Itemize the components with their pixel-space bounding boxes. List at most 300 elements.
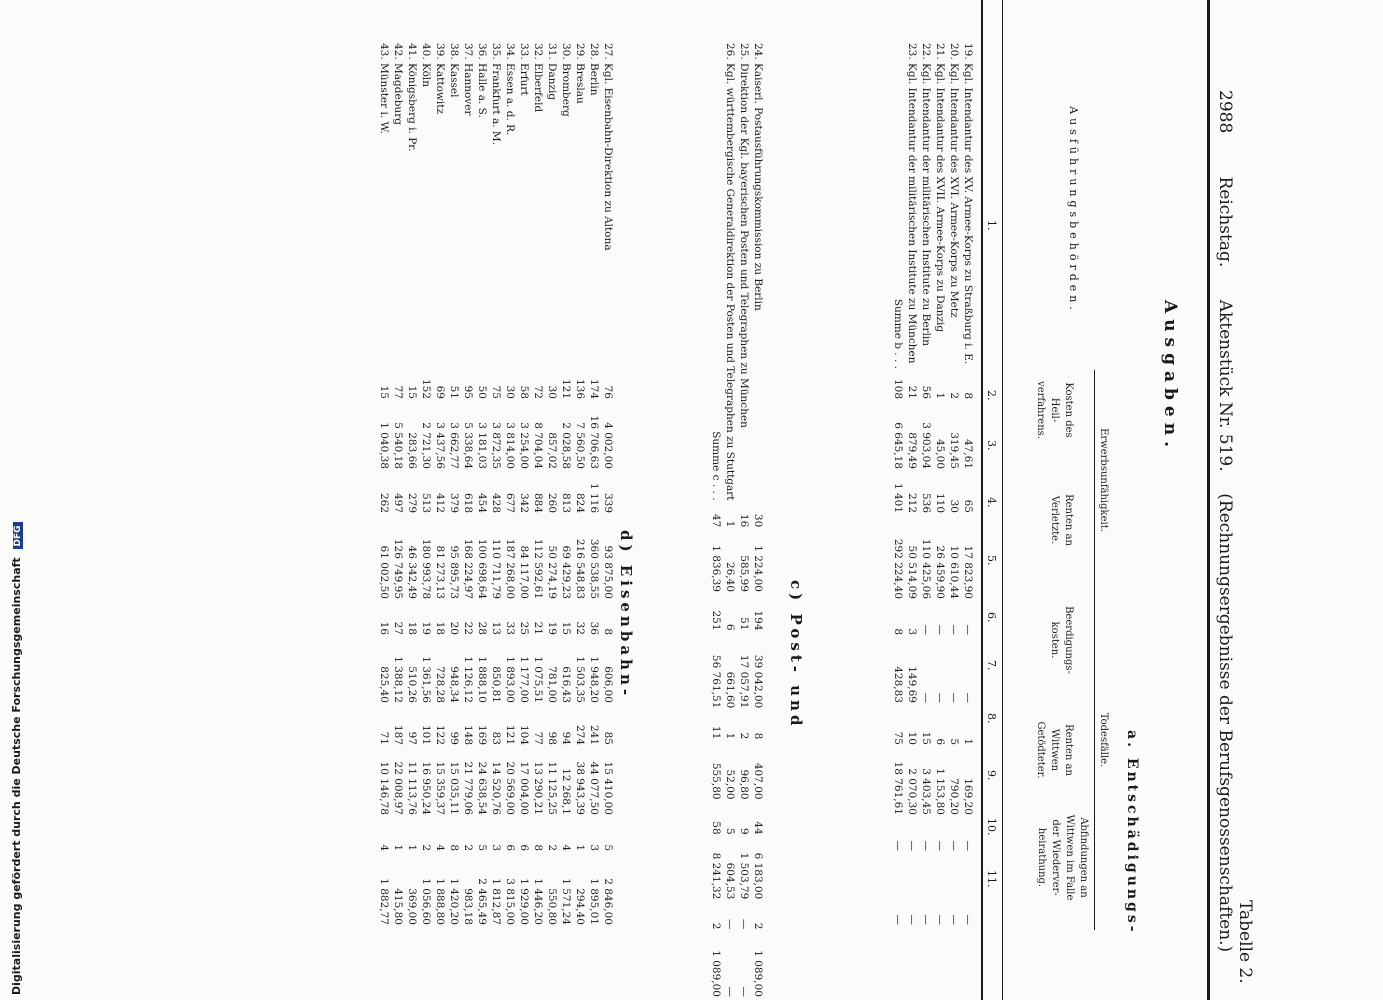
value-cell: 510,26 — [406, 666, 418, 703]
group-d-title: d) Eisenbahn- — [617, 530, 635, 700]
rotated-page — [5, 0, 1265, 1000]
row-number: 25. — [738, 43, 750, 60]
page-number: 2988 — [1215, 90, 1235, 134]
value-cell: 1 177,00 — [518, 656, 530, 703]
value-cell: 50 514,09 — [906, 545, 918, 599]
authority-name: Frankfurt a. M. — [490, 63, 502, 145]
value-cell: 1 888,80 — [434, 878, 446, 925]
value-cell: 136 — [574, 378, 586, 399]
value-cell: 884 — [532, 492, 544, 513]
value-cell: 32 — [574, 621, 586, 635]
value-cell: 44 — [752, 821, 764, 835]
value-cell: 9 — [738, 827, 750, 835]
value-cell: 72 — [532, 385, 544, 399]
value-cell: 10 610,44 — [948, 545, 960, 599]
row-number: 29. — [574, 43, 586, 60]
funding-note — [10, 522, 23, 995]
col-renten-verletzte: Renten an Verletzte. — [1049, 494, 1074, 546]
value-cell: 2 — [738, 732, 750, 740]
value-cell: 879,49 — [906, 432, 918, 469]
authority-cell — [419, 40, 433, 372]
value-cell: 69 429,23 — [560, 545, 572, 599]
table-row — [489, 40, 503, 928]
authority-cell — [531, 40, 545, 372]
value-cell: 1 948,20 — [588, 656, 600, 703]
value-cell: 149,69 — [906, 666, 918, 703]
value-cell: 27 — [392, 621, 404, 635]
value-cell: 18 — [406, 621, 418, 635]
table-row — [559, 40, 573, 928]
value-cell: 85 — [602, 731, 614, 745]
row-number: 28. — [588, 43, 600, 60]
sum-value: 555,80 — [710, 762, 722, 800]
value-cell: 122 — [434, 724, 446, 745]
col-number: 10. — [985, 818, 998, 836]
value-cell: 412 — [434, 492, 446, 513]
value-cell: 212 — [906, 492, 918, 513]
value-cell: 5 — [602, 844, 614, 851]
authority-cell — [559, 40, 573, 372]
authority-name: Münster i. W. — [378, 63, 390, 134]
value-cell: 110 711,79 — [490, 538, 502, 599]
sum-value: 1 089,00 — [710, 950, 722, 997]
sum-value: 56 761,51 — [710, 654, 722, 709]
value-cell: 76 — [602, 385, 614, 399]
authority-cell — [391, 40, 405, 372]
value-cell: 97 — [406, 731, 418, 745]
value-cell: 1 126,12 — [462, 656, 474, 703]
value-cell: 241 — [588, 724, 600, 745]
col-number: 5. — [985, 555, 998, 566]
value-cell: 1 — [724, 520, 736, 528]
value-cell: 50 274,19 — [546, 545, 558, 599]
row-number: 40. — [420, 43, 432, 60]
authority-cell — [933, 40, 947, 372]
authority-cell — [461, 40, 475, 372]
authority-name: Kaiserl. Postausführungskommission zu Berlin — [752, 63, 764, 311]
value-cell: 65 — [962, 499, 974, 513]
table-row — [419, 40, 433, 928]
value-cell: 15 — [406, 385, 418, 399]
value-cell: 6 183,00 — [752, 852, 764, 900]
value-cell: 1 116 — [588, 482, 600, 513]
row-number: 22. — [920, 43, 932, 60]
value-cell: 4 — [378, 844, 390, 851]
value-cell: 47,61 — [962, 438, 974, 469]
sum-label: Summe b . . . — [892, 298, 904, 369]
value-cell: 1 882,77 — [378, 878, 390, 925]
authority-name: Kgl. Eisenbahn-Direktion zu Altona — [602, 63, 614, 251]
value-cell: 19 — [420, 621, 432, 635]
value-cell: 1 503,79 — [738, 852, 750, 900]
header-rule-3 — [981, 0, 983, 1000]
value-cell: 5 — [724, 827, 736, 835]
value-cell: 3 — [588, 844, 600, 851]
authority-name: Kgl. württembergische Generaldirektion der Posten und Telegraphen zu Stuttgart — [724, 63, 736, 501]
authority-name: Kgl. Intendantur der militärischen Institute zu Berlin — [920, 63, 932, 347]
sum-value: — — [892, 914, 904, 925]
value-cell: 319,45 — [948, 432, 960, 469]
value-cell: 194 — [752, 610, 764, 631]
value-cell: 1 446,20 — [532, 878, 544, 925]
authority-name: Erfurt — [518, 63, 530, 96]
value-cell: 121 — [504, 724, 516, 745]
value-cell: — — [934, 624, 946, 635]
value-cell: 46 342,49 — [406, 545, 418, 599]
table-group-c — [709, 40, 765, 1000]
row-number: 26. — [724, 43, 736, 60]
value-cell: 99 — [448, 731, 460, 745]
dfg-logo: DFG — [13, 522, 23, 549]
value-cell: — — [962, 692, 974, 703]
value-cell: 10 — [906, 731, 918, 745]
table-row — [433, 40, 447, 928]
authority-cell — [905, 40, 919, 372]
value-cell: 22 008,97 — [392, 761, 404, 815]
value-cell: 28 — [476, 621, 488, 635]
value-cell: 677 — [504, 492, 516, 513]
col-abfindungen: Abfindungen an Wittwen im Falle der Wiederver-heirathung. — [1036, 814, 1089, 901]
value-cell: 790,20 — [948, 778, 960, 815]
value-cell: 17 004,00 — [518, 761, 530, 815]
value-cell: 5 — [476, 844, 488, 851]
value-cell: 2 — [546, 844, 558, 851]
row-number: 21. — [934, 43, 946, 60]
funding-text: Digitalisierung gefördert durch die Deutsche Forschungsgemeinschaft — [10, 557, 23, 995]
value-cell: 3 181,03 — [476, 422, 488, 469]
authority-cell — [601, 40, 615, 372]
value-cell: 8 — [532, 844, 544, 851]
sum-value: 1 401 — [892, 482, 904, 513]
value-cell: 15 — [378, 385, 390, 399]
authority-name: Elberfeld — [532, 63, 544, 113]
value-cell: 36 — [588, 621, 600, 635]
value-cell: 1 224,00 — [752, 545, 764, 592]
value-cell: 369,00 — [406, 888, 418, 925]
authority-cell — [919, 40, 933, 372]
value-cell: 8 — [752, 732, 764, 740]
value-cell: 15 410,00 — [602, 761, 614, 815]
table-row — [517, 40, 531, 928]
value-cell: 121 — [560, 378, 572, 399]
value-cell: 824 — [574, 492, 586, 513]
value-cell: 6 — [724, 623, 736, 631]
authority-name: Halle a. S. — [476, 63, 488, 118]
row-number: 34. — [504, 43, 516, 60]
value-cell: 6 — [504, 844, 516, 851]
sum-value: 18 761,61 — [892, 761, 904, 815]
table-row — [723, 40, 737, 1000]
table-row — [905, 40, 919, 928]
sum-value: 75 — [892, 731, 904, 745]
table-row — [961, 40, 975, 928]
value-cell: 661,60 — [724, 671, 736, 709]
value-cell: 6 — [934, 738, 946, 745]
sum-value: 58 — [710, 821, 722, 835]
col-number: 4. — [985, 497, 998, 508]
value-cell: 38 943,39 — [574, 761, 586, 815]
sum-value: 428,83 — [892, 666, 904, 703]
col-ausfuehrungsbehoerden: Ausführungsbehörden. — [1067, 106, 1080, 314]
value-cell: 618 — [462, 492, 474, 513]
value-cell: 30 — [546, 385, 558, 399]
value-cell: 96,80 — [738, 769, 750, 800]
col-kosten-heilverfahren: Kosten des Heil-verfahrens. — [1035, 381, 1074, 439]
header-source: Reichstag. — [1215, 176, 1235, 268]
value-cell: — — [948, 914, 960, 925]
value-cell: 1 075,51 — [532, 656, 544, 703]
authority-cell — [573, 40, 587, 372]
value-cell: 2 465,49 — [476, 878, 488, 925]
value-cell: 550,80 — [546, 888, 558, 925]
sum-label: Summe c . . . — [710, 431, 722, 501]
value-cell: 1 895,01 — [588, 878, 600, 925]
value-cell: 10 146,78 — [378, 761, 390, 815]
sum-value: 108 — [892, 378, 904, 399]
row-number: 20. — [948, 43, 960, 60]
value-cell: 50 — [476, 385, 488, 399]
sum-value: — — [892, 840, 904, 851]
sum-row — [891, 40, 905, 928]
value-cell: 16 950,24 — [420, 761, 432, 815]
row-number: 35. — [490, 43, 502, 60]
section-title: Ausgaben. — [1160, 300, 1180, 454]
sum-value: 8 241,32 — [710, 852, 722, 900]
value-cell: — — [920, 914, 932, 925]
value-cell: 3 815,00 — [504, 878, 516, 925]
value-cell: 428 — [490, 492, 502, 513]
value-cell: 94 — [560, 731, 572, 745]
header-document: Aktenstück Nr. 519. — [1215, 299, 1235, 472]
value-cell: 379 — [448, 492, 460, 513]
value-cell: 1 929,00 — [518, 878, 530, 925]
value-cell: 1 571,24 — [560, 878, 572, 925]
value-cell: 148 — [462, 724, 474, 745]
authority-cell — [751, 40, 765, 504]
value-cell: 2 — [462, 844, 474, 851]
value-cell: 2 — [752, 922, 764, 930]
value-cell: — — [934, 840, 946, 851]
value-cell: 13 290,21 — [532, 761, 544, 815]
top-rule — [1207, 0, 1210, 1000]
table-group-b — [891, 40, 975, 928]
col-number: 3. — [985, 440, 998, 451]
value-cell: 100 698,64 — [476, 538, 488, 599]
value-cell: 1 — [962, 738, 974, 745]
value-cell: 12 268,1 — [560, 768, 572, 815]
value-cell: — — [962, 914, 974, 925]
value-cell: 2 — [948, 392, 960, 399]
value-cell: 75 — [490, 385, 502, 399]
row-number: 24. — [752, 43, 764, 60]
value-cell: 813 — [560, 492, 572, 513]
value-cell: 61 002,50 — [378, 545, 390, 599]
authority-name: Kattowitz — [434, 63, 446, 115]
sum-value: 11 — [710, 725, 722, 740]
value-cell: 14 520,76 — [490, 761, 502, 815]
value-cell: 168 224,97 — [462, 538, 474, 599]
value-cell: 21 779,06 — [462, 761, 474, 815]
value-cell: 1 503,35 — [574, 656, 586, 703]
authority-cell — [377, 40, 391, 372]
value-cell: 95 895,73 — [448, 545, 460, 599]
value-cell: 84 117,00 — [518, 545, 530, 599]
table-row — [919, 40, 933, 928]
value-cell: 187 268,00 — [504, 538, 516, 599]
group-c-title: c) Post- und — [787, 580, 805, 730]
row-number: 37. — [462, 43, 474, 60]
table-row — [475, 40, 489, 928]
value-cell: 948,34 — [448, 666, 460, 703]
value-cell: 781,00 — [546, 666, 558, 703]
row-number: 19. — [962, 43, 974, 60]
value-cell: — — [738, 986, 750, 997]
value-cell: 26,40 — [724, 561, 736, 592]
value-cell: 19 — [546, 621, 558, 635]
table-row — [751, 40, 765, 1000]
authority-name: Königsberg i. Pr. — [406, 63, 418, 152]
value-cell: 1 056,60 — [420, 878, 432, 925]
value-cell: 81 273,13 — [434, 545, 446, 599]
table-row — [405, 40, 419, 928]
table-row — [933, 40, 947, 928]
value-cell: 1 040,38 — [378, 422, 390, 469]
authority-name: Berlin — [588, 63, 600, 96]
value-cell: 216 548,83 — [574, 538, 586, 599]
table-label: Tabelle 2. — [1235, 900, 1255, 984]
authority-cell — [545, 40, 559, 372]
value-cell: 169,20 — [962, 778, 974, 815]
authority-cell — [433, 40, 447, 372]
authority-name: Magdeburg — [392, 63, 404, 125]
table-row — [503, 40, 517, 928]
authority-name: Breslau — [574, 63, 586, 104]
value-cell: 21 — [906, 385, 918, 399]
value-cell: 1 888,10 — [476, 656, 488, 703]
row-number: 38. — [448, 43, 460, 60]
value-cell: 5 338,64 — [462, 422, 474, 469]
value-cell: 8 — [448, 844, 460, 851]
value-cell: 16 — [738, 513, 750, 528]
value-cell: 3 254,00 — [518, 422, 530, 469]
authority-cell — [587, 40, 601, 372]
authority-cell — [723, 40, 737, 504]
value-cell: 2 070,30 — [906, 768, 918, 815]
col-number: 11. — [985, 870, 998, 888]
value-cell: 13 — [490, 621, 502, 635]
table-row — [587, 40, 601, 928]
value-cell: 360 538,55 — [588, 538, 600, 599]
header-rule-1 — [1094, 370, 1095, 930]
row-number: 31. — [546, 43, 558, 60]
value-cell: 93 875,00 — [602, 545, 614, 599]
value-cell: 283,66 — [406, 432, 418, 469]
row-number: 41. — [406, 43, 418, 60]
row-number: 43. — [378, 43, 390, 60]
value-cell: 728,28 — [434, 666, 446, 703]
value-cell: 51 — [448, 385, 460, 399]
table-row — [531, 40, 545, 928]
value-cell: 1 — [724, 732, 736, 740]
value-cell: — — [920, 840, 932, 851]
row-number: 27. — [602, 43, 614, 60]
value-cell: 1 153,80 — [934, 768, 946, 815]
table-row — [461, 40, 475, 928]
value-cell: 4 — [434, 844, 446, 851]
value-cell: 3 — [906, 628, 918, 635]
subsection-title: a. Entschädigungs- — [1124, 730, 1140, 935]
row-number: 33. — [518, 43, 530, 60]
value-cell: 33 — [504, 621, 516, 635]
value-cell: 20 569,00 — [504, 761, 516, 815]
value-cell: 536 — [920, 492, 932, 513]
authority-name: Kgl. Intendantur des XVII. Armee-Korps zu Danzig — [934, 63, 946, 333]
authority-cell — [489, 40, 503, 372]
value-cell: 30 — [752, 513, 764, 528]
row-number: 36. — [476, 43, 488, 60]
value-cell: 69 — [434, 385, 446, 399]
authority-cell — [947, 40, 961, 372]
value-cell: 407,00 — [752, 762, 764, 800]
col-number: 9. — [985, 770, 998, 781]
row-number: 42. — [392, 43, 404, 60]
value-cell: 1 361,56 — [420, 656, 432, 703]
value-cell: 1 — [392, 844, 404, 851]
value-cell: 44 077,50 — [588, 761, 600, 815]
value-cell: — — [920, 624, 932, 635]
value-cell: 1 388,12 — [392, 656, 404, 703]
value-cell: 3 814,00 — [504, 422, 516, 469]
authority-name: Köln — [420, 63, 432, 88]
value-cell: 110 — [934, 492, 946, 513]
value-cell: 260 — [546, 492, 558, 513]
value-cell: 17 823,90 — [962, 545, 974, 599]
value-cell: 857,02 — [546, 432, 558, 469]
authority-name: Kgl. Intendantur des XV. Armee-Korps zu Straßburg i. E. — [962, 63, 974, 365]
value-cell: 152 — [420, 378, 432, 399]
header-subject: (Rechnungsergebnisse der Berufsgenossenschaften.) — [1215, 493, 1235, 953]
value-cell: 77 — [532, 731, 544, 745]
authority-name: Kgl. Intendantur der militärischen Institute zu München — [906, 63, 918, 364]
value-cell: 17 057,91 — [738, 654, 750, 709]
col-beerdigungskosten: Beerdigungs-kosten. — [1049, 606, 1074, 674]
value-cell: 3 403,45 — [920, 768, 932, 815]
value-cell: 25 — [518, 621, 530, 635]
page-header — [1215, 90, 1235, 952]
authority-name: Kassel — [448, 63, 460, 98]
table-row — [573, 40, 587, 928]
value-cell: 11 113,76 — [406, 761, 418, 815]
value-cell: 126 749,95 — [392, 538, 404, 599]
sum-row — [709, 40, 723, 1000]
value-cell: 15 359,37 — [434, 761, 446, 815]
row-number: 32. — [532, 43, 544, 60]
row-number: 30. — [560, 43, 572, 60]
value-cell: 604,53 — [724, 862, 736, 900]
value-cell: — — [934, 692, 946, 703]
value-cell: 30 — [504, 385, 516, 399]
value-cell: 110 425,06 — [920, 538, 932, 599]
authority-cell — [405, 40, 419, 372]
authority-name: Kgl. Intendantur des XVI. Armee-Korps zu Metz — [948, 63, 960, 318]
value-cell: 585,99 — [738, 555, 750, 592]
authority-cell — [475, 40, 489, 372]
table-group-d — [377, 40, 615, 928]
value-cell: 112 592,61 — [532, 538, 544, 599]
value-cell: 2 — [420, 844, 432, 851]
value-cell: 3 662,77 — [448, 422, 460, 469]
value-cell: 174 — [588, 378, 600, 399]
